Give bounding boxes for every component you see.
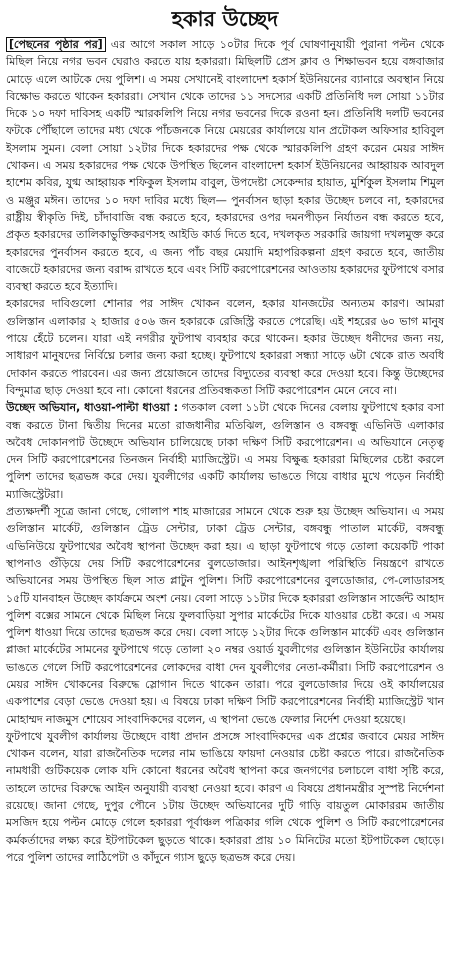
continued-marker: [পেছনের পৃষ্ঠার পর] xyxy=(6,37,106,52)
paragraph-4: প্রত্যক্ষদর্শী সূত্রে জানা গেছে, গোলাপ শাহ মাজারের সামনে থেকে শুরু হয় উচ্ছেদ অভিযান। এ সময় গুলিস্তান মার্কেট, গুলিস্তান ট্রেড সেন্টার, ঢাকা ট্রেড সেন্টার, বঙ্গবন্ধু পাতাল মার্কেট, বঙ্গবন্ধু এভিনিউয়ে ফুটপাথের অবৈধ স্থাপনা উচ্ছেদ করা হয়। এ ছাড়া ফুটপাথে গড়ে তোলা কয়েকটি পাকা স্থাপনাও গুঁড়িয়ে দেয় সিটি করপোরেশনের বুলডোজার। আইনশৃঙ্খলা পরিস্থিতি নিয়ন্ত্রণে রাখতে অভিযানের সময় উপস্থিত ছিল সাত প্লাটুন পুলিশ। সিটি করপোরেশনের বুলডোজার, পে-লোডারসহ ১৫টি যানবাহন উচ্ছেদ কার্যক্রমে অংশ নেয়। বেলা সাড়ে ১১টার দিকে হকাররা গুলিস্তান সার্জেন্ট আহাদ পুলিশ বক্সের সামনে থেকে মিছিল নিয়ে ফুলবাড়িয়া সুপার মার্কেটের দিকে যাওয়ার চেষ্টা করে। এ সময় পুলিশ ধাওয়া দিয়ে তাদের ছত্রভঙ্গ করে দেয়। বেলা সাড়ে ১২টার দিকে গুলিস্তান মার্কেট এবং গুলিস্তান প্লাজা মার্কেটের সামনের ফুটপাথে গড়ে তোলা ২০ নম্বর ওয়ার্ড যুবলীগের গুলিস্তান ইউনিটের কার্যালয় ভাঙতে গেলে সিটি করপোরেশনের লোকদের বাধা দেন যুবলীগের নেতা-কর্মীরা। সিটি করপোরেশন ও মেয়র সাঈদ খোকনের বিরুদ্ধে স্লোগান দিতে থাকেন তারা। পরে বুলডোজার দিয়ে ওই কার্যালয়ের একপাশের বেড়া ভেঙে দেওয়া হয়। এ বিষয়ে ঢাকা দক্ষিণ সিটি করপোরেশনের নির্বাহী ম্যাজিস্ট্রেট খান মোহাম্মদ নাজমুস শোয়েব সাংবাদিকদের বলেন, এ স্থাপনা ভেঙে ফেলার নির্দেশ দেওয়া হয়েছে। xyxy=(6,505,445,726)
section-heading: উচ্ছেদ অভিযান, ধাওয়া-পাল্টা ধাওয়া : xyxy=(6,401,178,415)
paragraph-2: হকারদের দাবিগুলো শোনার পর সাঈদ খোকন বলেন, হকার যানজটের অন্যতম কারণ। আমরা গুলিস্তান এলাকার ২ হাজার ৫০৬ জন হকারকে রেজিস্ট্রি করতে পেরেছি। এই শহরের ৬০ ভাগ মানুষ পায়ে হেঁটে চলেন। যারা এই নগরীর ফুটপাথ ব্যবহার করে থাকেন। হকার উচ্ছেদ ধনীদের জন্য নয়, সাধারণ মানুষদের নির্বিঘ্নে চলার জন্য করা হচ্ছে। ফুটপাথে হকাররা সন্ধ্যা সাড়ে ৬টা থেকে রাত অবধি দোকান করতে পারবেন। এর জন্য প্রয়োজনে তাদের বিদ্যুতের ব্যবস্থা করে দেওয়া হবে। কিন্তু উচ্ছেদের বিন্দুমাত্র ছাড় দেওয়া হবে না। কোনো ধরনের প্রতিবন্ধকতা সিটি করপোরেশন মেনে নেবে না। xyxy=(6,297,444,397)
headline: হকার উচ্ছেদ xyxy=(171,7,279,31)
paragraph-5: ফুটপাথে যুবলীগ কার্যালয় উচ্ছেদে বাধা প্রদান প্রসঙ্গে সাংবাদিকদের এক প্রশ্নের জবাবে মেয়র সাঈদ খোকন বলেন, যারা রাজনৈতিক দলের নাম ভাঙিয়ে ফায়দা নেওয়ার চেষ্টা করতে পারে। রাজনৈতিক নামধারী গুটিকয়েক লোক যদি কোনো ধরনের অবৈধ স্থাপনা করে জনগণের চলাচলে বাধা সৃষ্টি করে, তাহলে তাদের বিরুদ্ধে আইন অনুযায়ী ব্যবস্থা নেওয়া হবে। কারণ এ বিষয়ে প্রধানমন্ত্রীর সুস্পষ্ট নির্দেশনা রয়েছে। জানা গেছে, দুপুর পৌনে ১টায় উচ্ছেদ অভিযানের দুটি গাড়ি বায়তুল মোকাররম জাতীয় মসজিদ হয়ে পল্টন মোড়ে গেলে হকাররা পূর্বাঞ্চল পত্রিকার গলি থেকে পুলিশ ও সিটি করপোরেশনের কর্মকর্তাদের লক্ষ্য করে ইটপাটকেল ছুড়তে থাকে। হকাররা প্রায় ১০ মিনিটের মতো ইটপাটকেল ছোড়ে। পরে পুলিশ তাদের লাঠিপেটা ও কাঁদুনে গ্যাস ছুড়ে ছত্রভঙ্গ করে দেয়। xyxy=(6,729,444,864)
paragraph-3 xyxy=(6,399,444,503)
intro-paragraph xyxy=(6,36,444,295)
intro-text: এর আগে সকাল সাড়ে ১০টার দিকে পূর্ব ঘোষণানুযায়ী পুরানা পল্টন থেকে মিছিল নিয়ে নগর ভবন ঘেরাও করতে যায় হকাররা। মিছিলটি প্রেস ক্লাব ও শিক্ষাভবন হয়ে বঙ্গবাজার মোড়ে এলে আটকে দেয় পুলিশ। এ সময় সেখানেই বাংলাদেশ হকার্স ইউনিয়নের ব্যানারে অবস্থান নিয়ে বিক্ষোভ করতে থাকেন হকাররা। সেখান থেকে তাদের ১১ সদস্যের একটি প্রতিনিধি দল সোয়া ১১টার দিকে ১০ দফা দাবিসহ একটি স্মারকলিপি নিয়ে নগর ভবনের দিকে রওনা হন। প্রতিনিধি দলটি ভবনের ফটকে পৌঁছালে তাদের মধ্য থেকে পাঁচজনকে নিয়ে মেয়রের কার্যালয়ে যান প্রটোকল অফিসার হাবিবুল ইসলাম সুমন। বেলা সোয়া ১২টার দিকে হকারদের পক্ষ থেকে স্মারকলিপি গ্রহণ করেন মেয়র সাঈদ খোকন। এ সময় হকারদের পক্ষ থেকে উপস্থিত ছিলেন বাংলাদেশ হকার্স ইউনিয়নের আহ্বায়ক আবদুল হাশেম কবির, যুগ্ম আহ্বায়ক শফিকুল ইসলাম বাবুল, উপদেষ্টা সেকেন্দার হায়াত, মুর্শিকুল ইসলাম শিমুল ও মঞ্জুর মঈন। তাদের ১০ দফা দাবির মধ্যে ছিল— পুনর্বাসন ছাড়া হকার উচ্ছেদ চলবে না, হকারদের রাষ্ট্রীয় স্বীকৃতি দিই, চাঁদাবাজি বন্ধ করতে হবে, হকারদের ওপর দমনপীড়ন নির্যাতন বন্ধ করতে হবে, প্রকৃত হকারদের তালিকাভুক্তিকরণসহ আইডি কার্ড দিতে হবে, দখলকৃত সরকারি জায়গা দখলমুক্ত করে হকারদের পুনর্বাসন করতে হবে, এ জন্য পাঁচ বছর মেয়াদি মহাপরিকল্পনা গ্রহণ করতে হবে, জাতীয় বাজেটে হকারদের জন্য বরাদ্দ রাখতে হবে এবং সিটি করপোরেশনের আওতায় হকারদের ফুটপাথে বসার ব্যবস্থা করতে হবে ইত্যাদি। xyxy=(6,38,445,294)
paragraph-3-text: গতকাল বেলা ১১টা থেকে দিনের বেলায় ফুটপাথে হকার বসা বন্ধ করতে টানা দ্বিতীয় দিনের মতো রাজধানীর মতিঝিল, গুলিস্তান ও বঙ্গবন্ধু এভিনিউ এলাকার অবৈধ দোকানপাট উচ্ছেদে অভিযান চালিয়েছে ঢাকা দক্ষিণ সিটি করপোরেশন। এ অভিযানে নেতৃত্ব দেন সিটি করপোরেশনের তিনজন নির্বাহী ম্যাজিস্ট্রেট। এ সময় বিক্ষুব্ধ হকাররা মিছিলের চেষ্টা করলে পুলিশ তাদের ছত্রভঙ্গ করে দেয়। যুবলীগের একটি কার্যালয় ভাঙতে গিয়ে বাধার মুখে পড়েন নির্বাহী ম্যাজিস্ট্রেটরা। xyxy=(6,401,445,501)
